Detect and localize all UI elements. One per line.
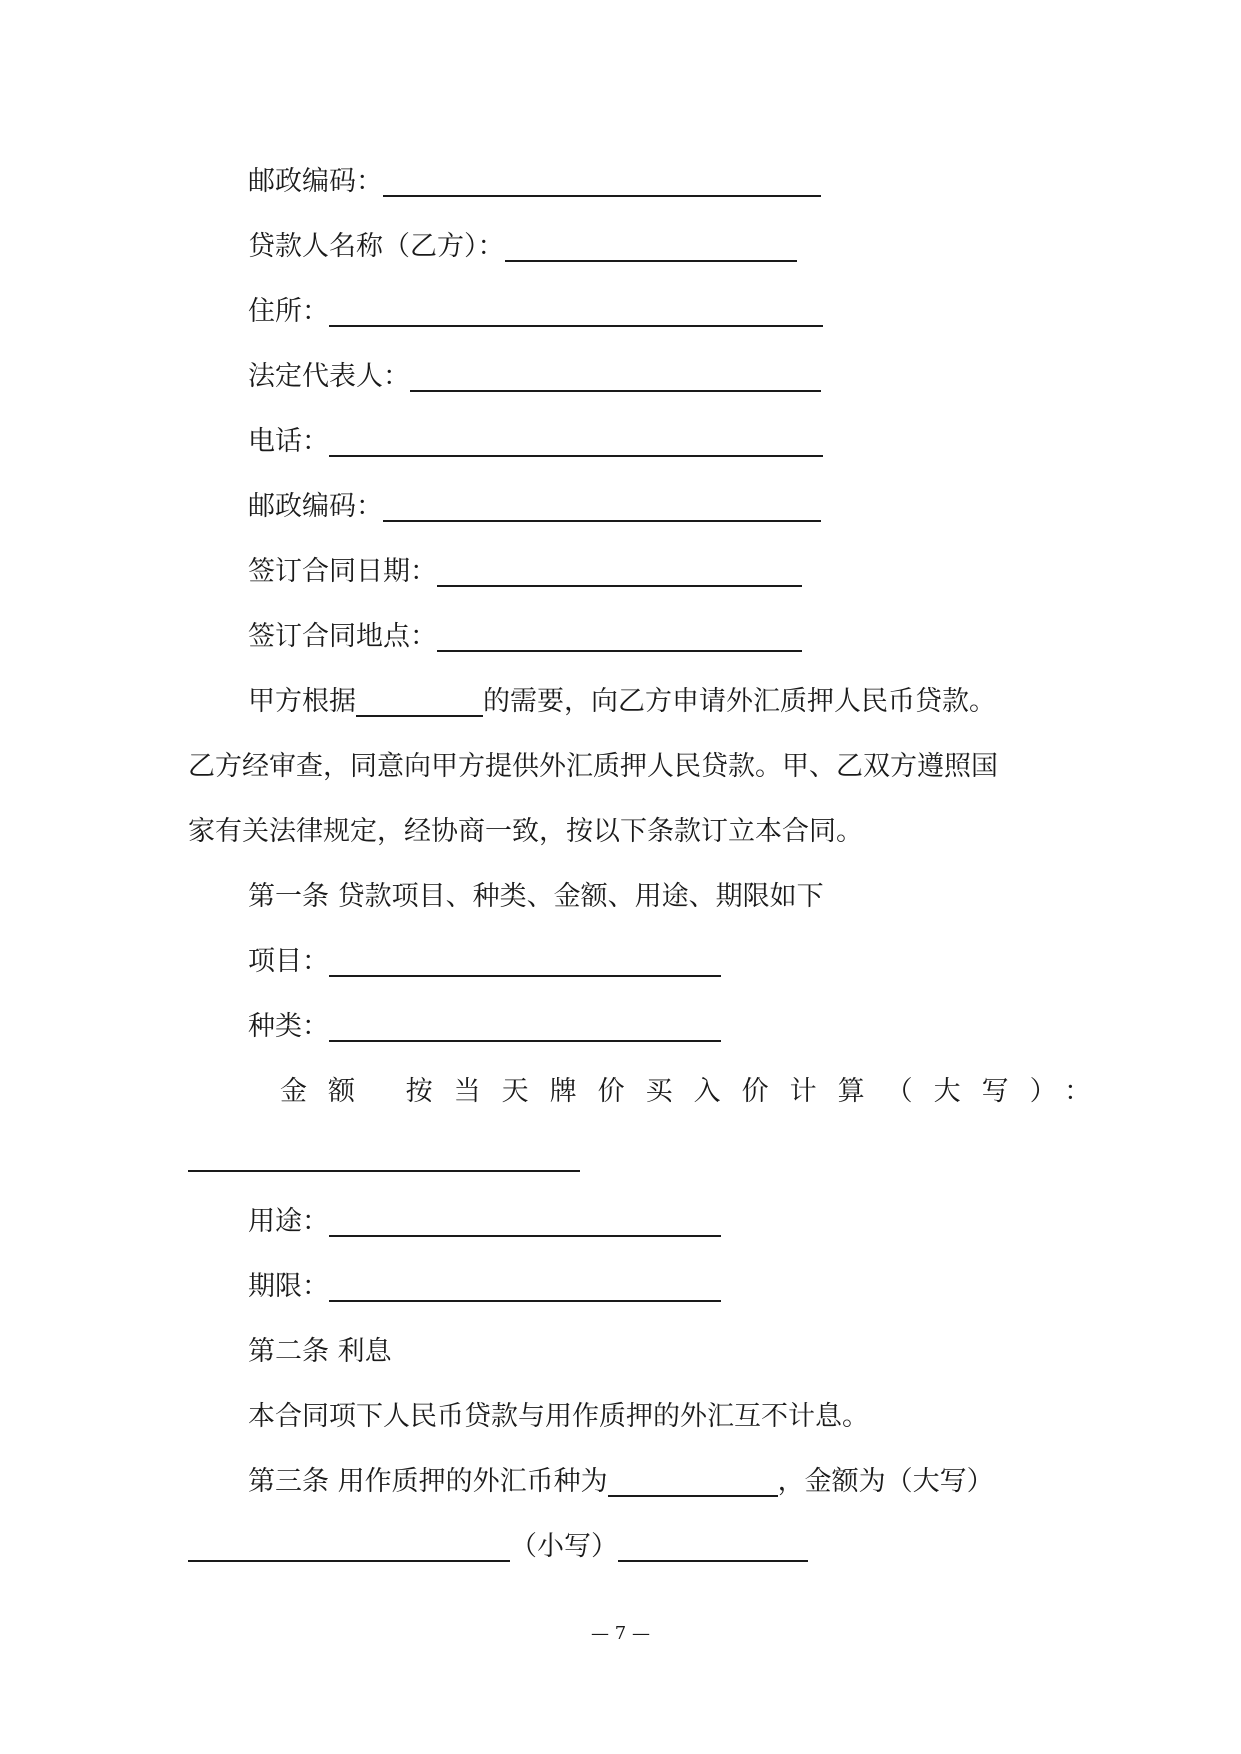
sign-date-blank[interactable] <box>437 552 802 592</box>
phone-blank[interactable] <box>329 422 823 462</box>
postcode-blank[interactable] <box>383 162 821 202</box>
article1-heading-text: 第一条 贷款项目、种类、金额、用途、期限如下 <box>248 881 824 912</box>
article2-text: 本合同项下人民币贷款与用作质押的外汇互不计息。 <box>248 1401 869 1432</box>
lender-name-blank[interactable] <box>505 227 797 267</box>
sign-date-line <box>248 552 802 592</box>
sign-place-blank[interactable] <box>437 617 802 657</box>
address-label: 住所： <box>248 296 329 327</box>
legal-rep-line <box>248 357 821 397</box>
amount-line <box>280 1072 1112 1112</box>
intro-text-3: 乙方经审查，同意向甲方提供外汇质押人民贷款。甲、乙双方遵照国 <box>188 751 998 782</box>
phone-line <box>248 422 823 462</box>
intro-line-1 <box>248 682 996 722</box>
article3-line-2 <box>188 1527 808 1567</box>
intro-text-4: 家有关法律规定，经协商一致，按以下条款订立本合同。 <box>188 816 863 847</box>
intro-line-3 <box>188 812 863 852</box>
term-label: 期限： <box>248 1271 329 1302</box>
amount-small-blank[interactable] <box>618 1527 808 1567</box>
legal-rep-blank[interactable] <box>410 357 821 397</box>
term-line <box>248 1267 721 1307</box>
postcode-label: 邮政编码： <box>248 166 383 197</box>
purpose-blank[interactable] <box>329 1202 721 1242</box>
purpose-label: 用途： <box>248 1206 329 1237</box>
term-blank[interactable] <box>329 1267 721 1307</box>
type-line <box>248 1007 721 1047</box>
type-label: 种类： <box>248 1011 329 1042</box>
postcode-label: 邮政编码： <box>248 491 383 522</box>
article2-heading-text: 第二条 利息 <box>248 1336 392 1367</box>
address-line <box>248 292 823 332</box>
article3-text-1: 第三条 用作质押的外汇币种为 <box>248 1466 608 1497</box>
intro-line-2 <box>188 747 998 787</box>
intro-text-1: 甲方根据 <box>248 686 356 717</box>
sign-place-label: 签订合同地点： <box>248 621 437 652</box>
currency-blank[interactable] <box>608 1462 778 1502</box>
lender-name-line <box>248 227 797 267</box>
amount-capital-blank-2[interactable] <box>188 1527 510 1567</box>
sign-place-line <box>248 617 802 657</box>
amount-label: 金额 按当天牌价买入价计算（大写）： <box>280 1076 1113 1107</box>
page-number: — 7 — <box>591 1623 650 1644</box>
article1-heading <box>248 877 824 917</box>
lender-name-label: 贷款人名称（乙方）： <box>248 231 505 262</box>
postcode-blank[interactable] <box>383 487 821 527</box>
purpose-line <box>248 1202 721 1242</box>
project-line <box>248 942 721 982</box>
article3-line-1 <box>248 1462 994 1502</box>
legal-rep-label: 法定代表人： <box>248 361 410 392</box>
postcode-line-a <box>248 162 821 202</box>
article2-text-line <box>248 1397 869 1437</box>
amount-capital-blank[interactable] <box>188 1137 580 1177</box>
intro-text-2: 的需要，向乙方申请外汇质押人民币贷款。 <box>483 686 996 717</box>
project-blank[interactable] <box>329 942 721 982</box>
article2-heading <box>248 1332 392 1372</box>
type-blank[interactable] <box>329 1007 721 1047</box>
purpose-need-blank[interactable] <box>356 682 483 722</box>
postcode-line-b <box>248 487 821 527</box>
article3-text-2: ，金额为（大写） <box>777 1466 994 1497</box>
project-label: 项目： <box>248 946 329 977</box>
address-blank[interactable] <box>329 292 823 332</box>
amount-blank-line <box>188 1137 580 1177</box>
sign-date-label: 签订合同日期： <box>248 556 437 587</box>
phone-label: 电话： <box>248 426 329 457</box>
small-amount-label: （小写） <box>510 1531 618 1562</box>
